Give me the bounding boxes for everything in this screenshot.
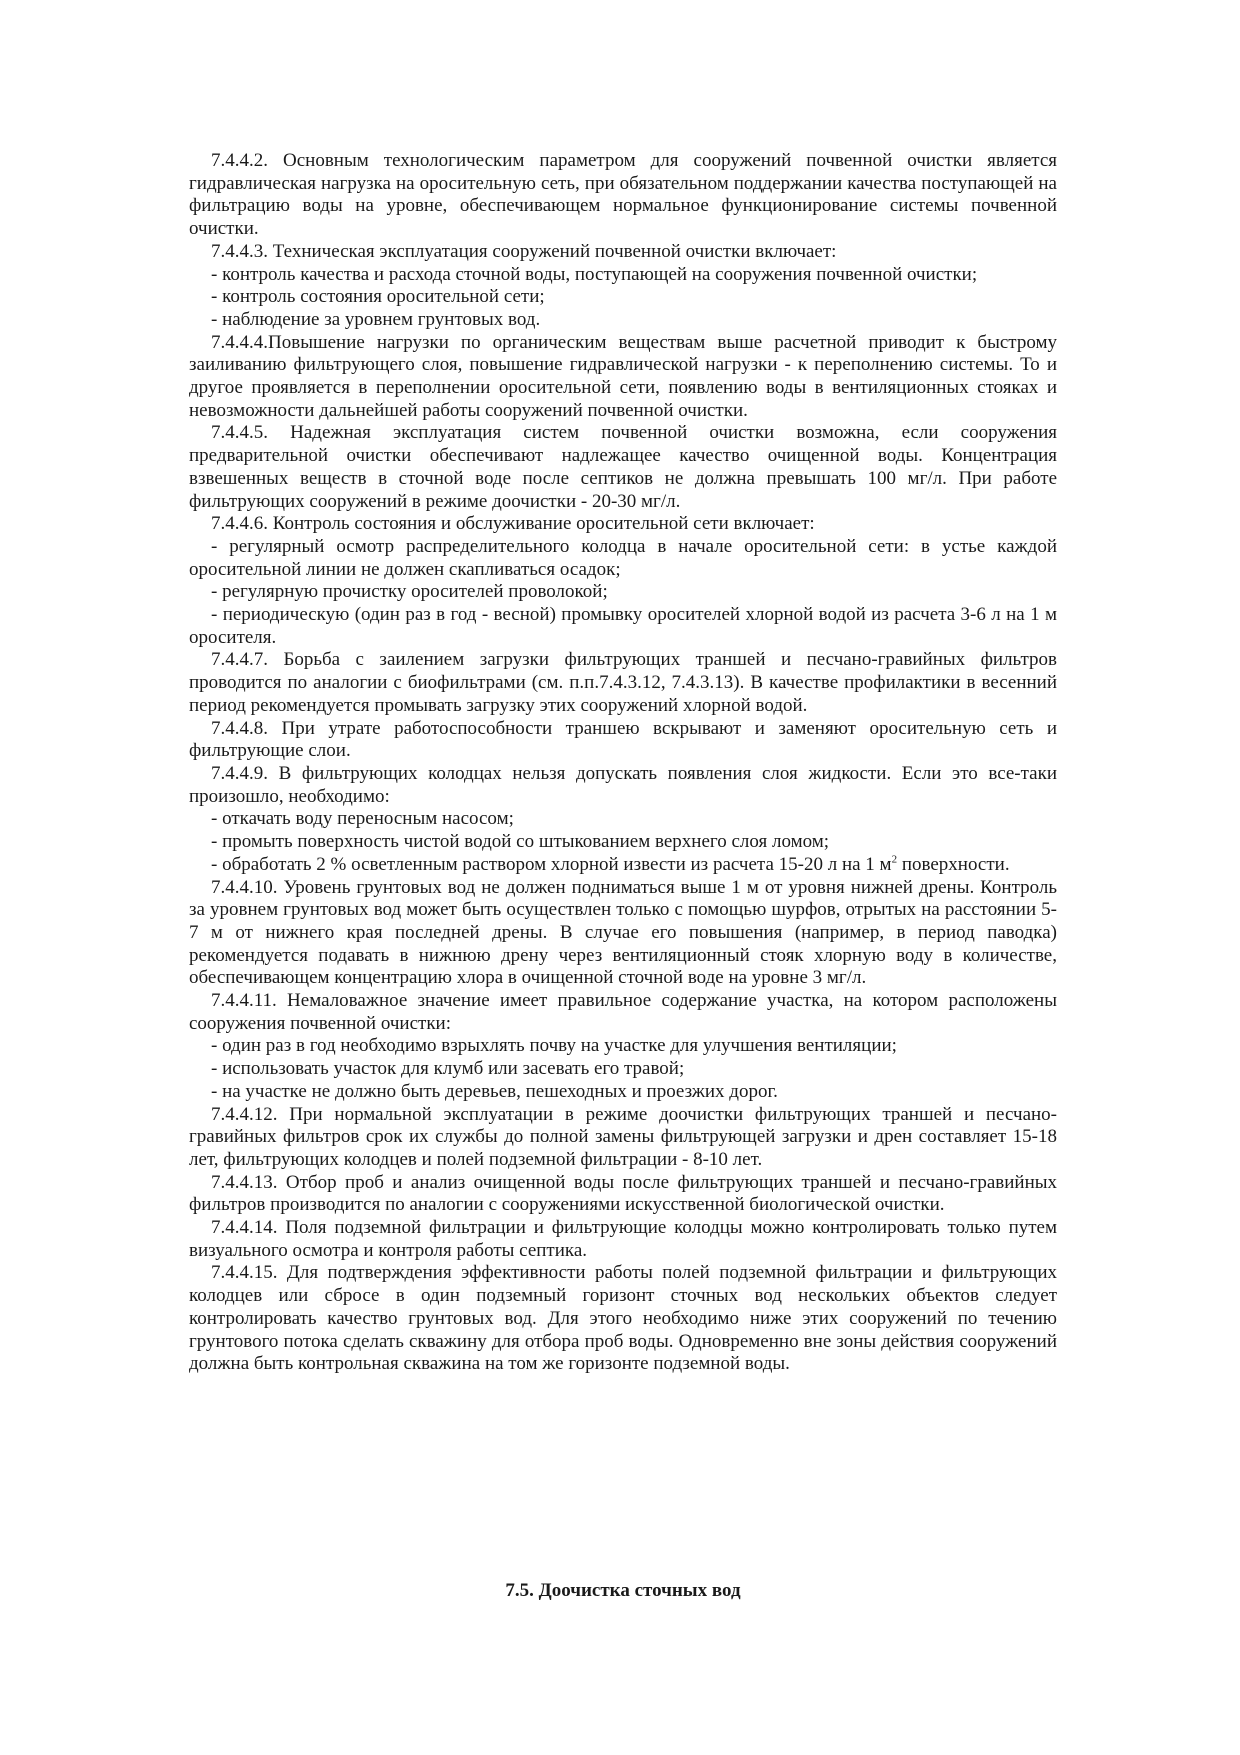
superscript-2: 2 <box>891 853 898 866</box>
paragraph-7-4-4-3: 7.4.4.3. Техническая эксплуатация сооружений почвенной очистки включает: <box>211 240 837 262</box>
treatment-text-end: поверхности. <box>897 853 1010 875</box>
list-item: - контроль состояния оросительной сети; <box>211 286 545 308</box>
list-item: - использовать участок для клумб или засевать его травой; <box>211 1058 685 1080</box>
list-item: - на участке не должно быть деревьев, пешеходных и проезжих дорог. <box>211 1080 778 1102</box>
paragraph-7-4-4-10: 7.4.4.10. Уровень грунтовых вод не должен подниматься выше 1 м от уровня нижней дрены. Контроль за уровнем грунтовых вод может быть осуществлен только с помощью шурфов, отрытых на расстоянии 5-7 м от нижнего края последней дрены. В случае его повышения (например, в период паводка) рекомендуется подавать в нижнюю дрену через вентиляционный стояк хлорную воду в количестве, обеспечивающем концентрацию хлора в очищенной сточной воде на уровне 3 мг/л. <box>189 876 1057 989</box>
paragraph-7-4-4-12: 7.4.4.12. При нормальной эксплуатации в режиме доочистки фильтрующих траншей и песчано-гравийных фильтров срок их службы до полной замены фильтрующей загрузки и дрен составляет 15-18 лет, фильтрующих колодцев и полей подземной фильтрации - 8-10 лет. <box>189 1103 1057 1170</box>
paragraph-7-4-4-14: 7.4.4.14. Поля подземной фильтрации и фильтрующие колодцы можно контролировать только путем визуального осмотра и контроля работы септика. <box>189 1217 1057 1261</box>
list-item-treatment <box>189 854 1057 877</box>
document-body <box>189 150 1057 1376</box>
list-item: - откачать воду переносным насосом; <box>211 808 514 830</box>
paragraph-7-4-4-8: 7.4.4.8. При утрате работоспособности траншею вскрывают и заменяют оросительную сеть и фильтрующие слои. <box>189 717 1057 762</box>
list-item: - периодическую (один раз в год - весной) промывку оросителей хлорной водой из расчета 3-6 л на 1 м оросителя. <box>189 604 1057 648</box>
paragraph-7-4-4-5: 7.4.4.5. Надежная эксплуатация систем почвенной очистки возможна, если сооружения предварительной очистки обеспечивают надлежащее качество очищенной воды. Концентрация взвешенных веществ в сточной воде после септиков не должна превышать 100 мг/л. При работе фильтрующих сооружений в режиме доочистки - 20-30 мг/л. <box>189 422 1057 512</box>
paragraph-7-4-4-7: 7.4.4.7. Борьба с заилением загрузки фильтрующих траншей и песчано-гравийных фильтров проводится по аналогии с биофильтрами (см. п.п.7.4.3.12, 7.4.3.13). В качестве профилактики в весенний период рекомендуется промывать загрузку этих сооружений хлорной водой. <box>189 649 1057 716</box>
paragraph-7-4-4-2: 7.4.4.2. Основным технологическим параметром для сооружений почвенной очистки является гидравлическая нагрузка на оросительную сеть, при обязательном поддержании качества поступающей на фильтрацию воды на уровне, обеспечивающем нормальное функционирование системы почвенной очистки. <box>189 150 1057 240</box>
list-item: - наблюдение за уровнем грунтовых вод. <box>211 308 541 330</box>
paragraph-7-4-4-6: 7.4.4.6. Контроль состояния и обслуживание оросительной сети включает: <box>211 513 815 535</box>
paragraph-7-4-4-11: 7.4.4.11. Немаловажное значение имеет правильное содержание участка, на котором расположены сооружения почвенной очистки: <box>189 990 1057 1034</box>
list-item: - контроль качества и расхода сточной воды, поступающей на сооружения почвенной очистки; <box>211 263 978 285</box>
paragraph-7-4-4-9: 7.4.4.9. В фильтрующих колодцах нельзя допускать появления слоя жидкости. Если это все-таки произошло, необходимо: <box>189 762 1057 807</box>
list-item: - регулярную прочистку оросителей проволокой; <box>211 581 608 603</box>
paragraph-7-4-4-15: 7.4.4.15. Для подтверждения эффективности работы полей подземной фильтрации и фильтрующих колодцев или сбросе в один подземный горизонт сточных вод нескольких объектов следует контролировать качество грунтовых вод. Для этого необходимо ниже этих сооружений по течению грунтового потока сделать скважину для отбора проб воды. Одновременно вне зоны действия сооружений должна быть контрольная скважина на том же горизонте подземной воды. <box>189 1262 1057 1375</box>
paragraph-7-4-4-13: 7.4.4.13. Отбор проб и анализ очищенной воды после фильтрующих траншей и песчано-гравийных фильтров производится по аналогии с сооружениями искусственной биологической очистки. <box>189 1171 1057 1216</box>
paragraph-7-4-4-4: 7.4.4.4.Повышение нагрузки по органическим веществам выше расчетной приводит к быстрому заиливанию фильтрующего слоя, повышение гидравлической нагрузки - к переполнению системы. То и другое проявляется в переполнении оросительной сети, появлению воды в вентиляционных стояках и невозможности дальнейшей работы сооружений почвенной очистки. <box>189 331 1057 421</box>
list-item: - промыть поверхность чистой водой со штыкованием верхнего слоя ломом; <box>211 831 830 853</box>
section-heading: 7.5. Доочистка сточных вод <box>505 1580 741 1601</box>
list-item: - один раз в год необходимо взрыхлять почву на участке для улучшения вентиляции; <box>211 1035 897 1057</box>
list-item: - регулярный осмотр распределительного колодца в начале оросительной сети: в устье каждой оросительной линии не должен скапливаться осадок; <box>189 535 1057 580</box>
treatment-text: - обработать 2 % осветленным раствором хлорной извести из расчета 15-20 л на 1 м <box>211 853 892 875</box>
